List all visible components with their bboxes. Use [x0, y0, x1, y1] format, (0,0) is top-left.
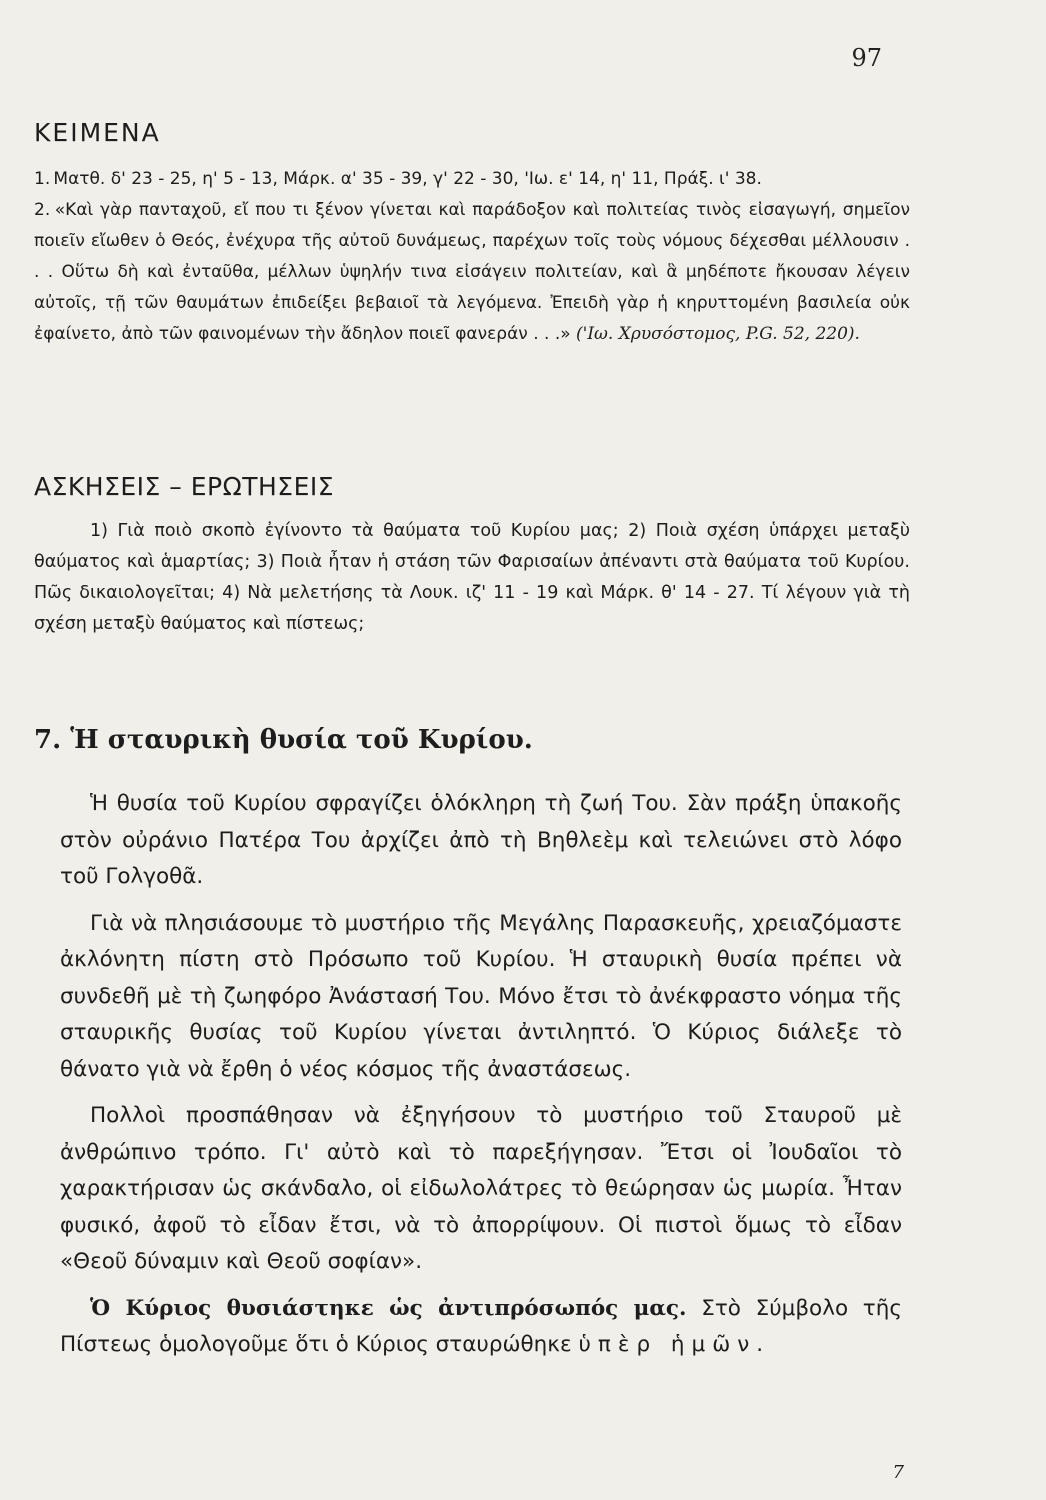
- body-paragraph-1: Ἡ θυσία τοῦ Κυρίου σφραγίζει ὁλόκληρη τὴ ζωή Του. Σὰν πράξη ὑπακοῆς στὸν οὐράνιο Πατέρα Του ἀρχίζει ἀπὸ τὴ Βηθλεὲμ καὶ τελειώνει στὸ λόφο τοῦ Γολγοθᾶ.: [60, 791, 902, 889]
- section-title: 7. Ἡ σταυρικὴ θυσία τοῦ Κυρίου.: [34, 725, 533, 755]
- paragraph-lead: Ὁ Κύριος θυσιάστηκε ὡς ἀντιπρόσωπός μας.: [90, 1295, 687, 1321]
- body-paragraph-4: [60, 1291, 902, 1364]
- chrysostom-quote: «Καὶ γὰρ πανταχοῦ, εἴ που τι ξένον γίνεται καὶ παράδοξον καὶ πολιτείας τινὸς εἰσαγωγή, σημεῖον ποιεῖν εἴωθεν ὁ Θεός, ἐνέχυρα τῆς αὐτοῦ δυνάμεως, παρέχων τοῖς τοὺς νόμους δέχεσθαι μέλλουσιν . . . Οὕτω δὴ καὶ ἐνταῦθα, μέλλων ὑψηλήν τινα εἰσάγειν πολιτείαν, καὶ ἃ μηδέποτε ἤκουσαν λέγειν αὐτοῖς, τῇ τῶν θαυμάτων ἐπιδείξει βεβαιοῖ τὰ λεγόμενα. Ἐπειδὴ γὰρ ἡ κηρυττομένη βασιλεία οὐκ ἐφαίνετο, ἀπὸ τῶν φαινομένων τὴν ἄδηλον ποιεῖ φανεράν . . .»: [34, 200, 910, 344]
- reference-item-1: [34, 164, 910, 195]
- emphasized-phrase: ὑπὲρ ἡμῶν.: [578, 1332, 771, 1357]
- reference-number: 2.: [34, 200, 51, 220]
- body-paragraph-2: Γιὰ νὰ πλησιάσουμε τὸ μυστήριο τῆς Μεγάλης Παρασκευῆς, χρειαζόμαστε ἀκλόνητη πίστη στὸ Πρόσωπο τοῦ Κυρίου. Ἡ σταυρικὴ θυσία πρέπει νὰ συνδεθῆ μὲ τὴ ζωηφόρο Ἀνάστασή Του. Μόνο ἔτσι τὸ ἀνέκφραστο νόημα τῆς σταυρικῆς θυσίας τοῦ Κυρίου γίνεται ἀντιληπτό. Ὁ Κύριος διάλεξε τὸ θάνατο γιὰ νὰ ἔρθη ὁ νέος κόσμος τῆς ἀναστάσεως.: [60, 910, 902, 1082]
- exercises-heading: ΑΣΚΗΣΕΙΣ – ΕΡΩΤΗΣΕΙΣ: [34, 472, 335, 501]
- texts-heading: ΚΕΙΜΕΝΑ: [34, 118, 161, 147]
- reference-text: Ματθ. δ' 23 - 25, η' 5 - 13, Μάρκ. α' 35 - 39, γ' 22 - 30, 'Ιω. ε' 14, η' 11, Πράξ. ι' 38.: [53, 169, 762, 189]
- page-number: 97: [851, 44, 882, 72]
- paragraph-text: Στὸ Σύμβολο τῆς Πίστεως ὁμολογοῦμε ὅτι ὁ Κύριος σταυρώθηκε: [60, 1295, 903, 1357]
- questions-paragraph: 1) Γιὰ ποιὸ σκοπὸ ἐγίνοντο τὰ θαύματα τοῦ Κυρίου μας; 2) Ποιὰ σχέση ὑπάρχει μεταξὺ θαύματος καὶ ἁμαρτίας; 3) Ποιὰ ἦταν ἡ στάση τῶν Φαρισαίων ἀπέναντι στὰ θαύματα τοῦ Κυρίου. Πῶς δικαιολογεῖται; 4) Νὰ μελετήσης τὰ Λουκ. ιζ' 11 - 19 καὶ Μάρκ. θ' 14 - 27. Τί λέγουν γιὰ τὴ σχέση μεταξὺ θαύματος καὶ πίστεως;: [34, 521, 910, 634]
- section-body: [60, 786, 902, 1374]
- exercise-questions: [34, 516, 910, 640]
- signature-mark: 7: [892, 1462, 904, 1483]
- reference-item-2: [34, 195, 910, 350]
- quote-citation: ('Ιω. Χρυσόστομος, P.G. 52, 220).: [576, 324, 860, 344]
- reference-number: 1.: [34, 169, 51, 189]
- references-list: [34, 164, 910, 350]
- body-paragraph-3: Πολλοὶ προσπάθησαν νὰ ἐξηγήσουν τὸ μυστήριο τοῦ Σταυροῦ μὲ ἀνθρώπινο τρόπο. Γι' αὐτὸ καὶ τὸ παρεξήγησαν. Ἔτσι οἱ Ἰουδαῖοι τὸ χαρακτήρισαν ὡς σκάνδαλο, οἱ εἰδωλολάτρες τὸ θεώρησαν ὡς μωρία. Ἦταν φυσικό, ἀφοῦ τὸ εἶδαν ἔτσι, νὰ τὸ ἀπορρίψουν. Οἱ πιστοὶ ὅμως τὸ εἶδαν «Θεοῦ δύναμιν καὶ Θεοῦ σοφίαν».: [60, 1103, 902, 1274]
